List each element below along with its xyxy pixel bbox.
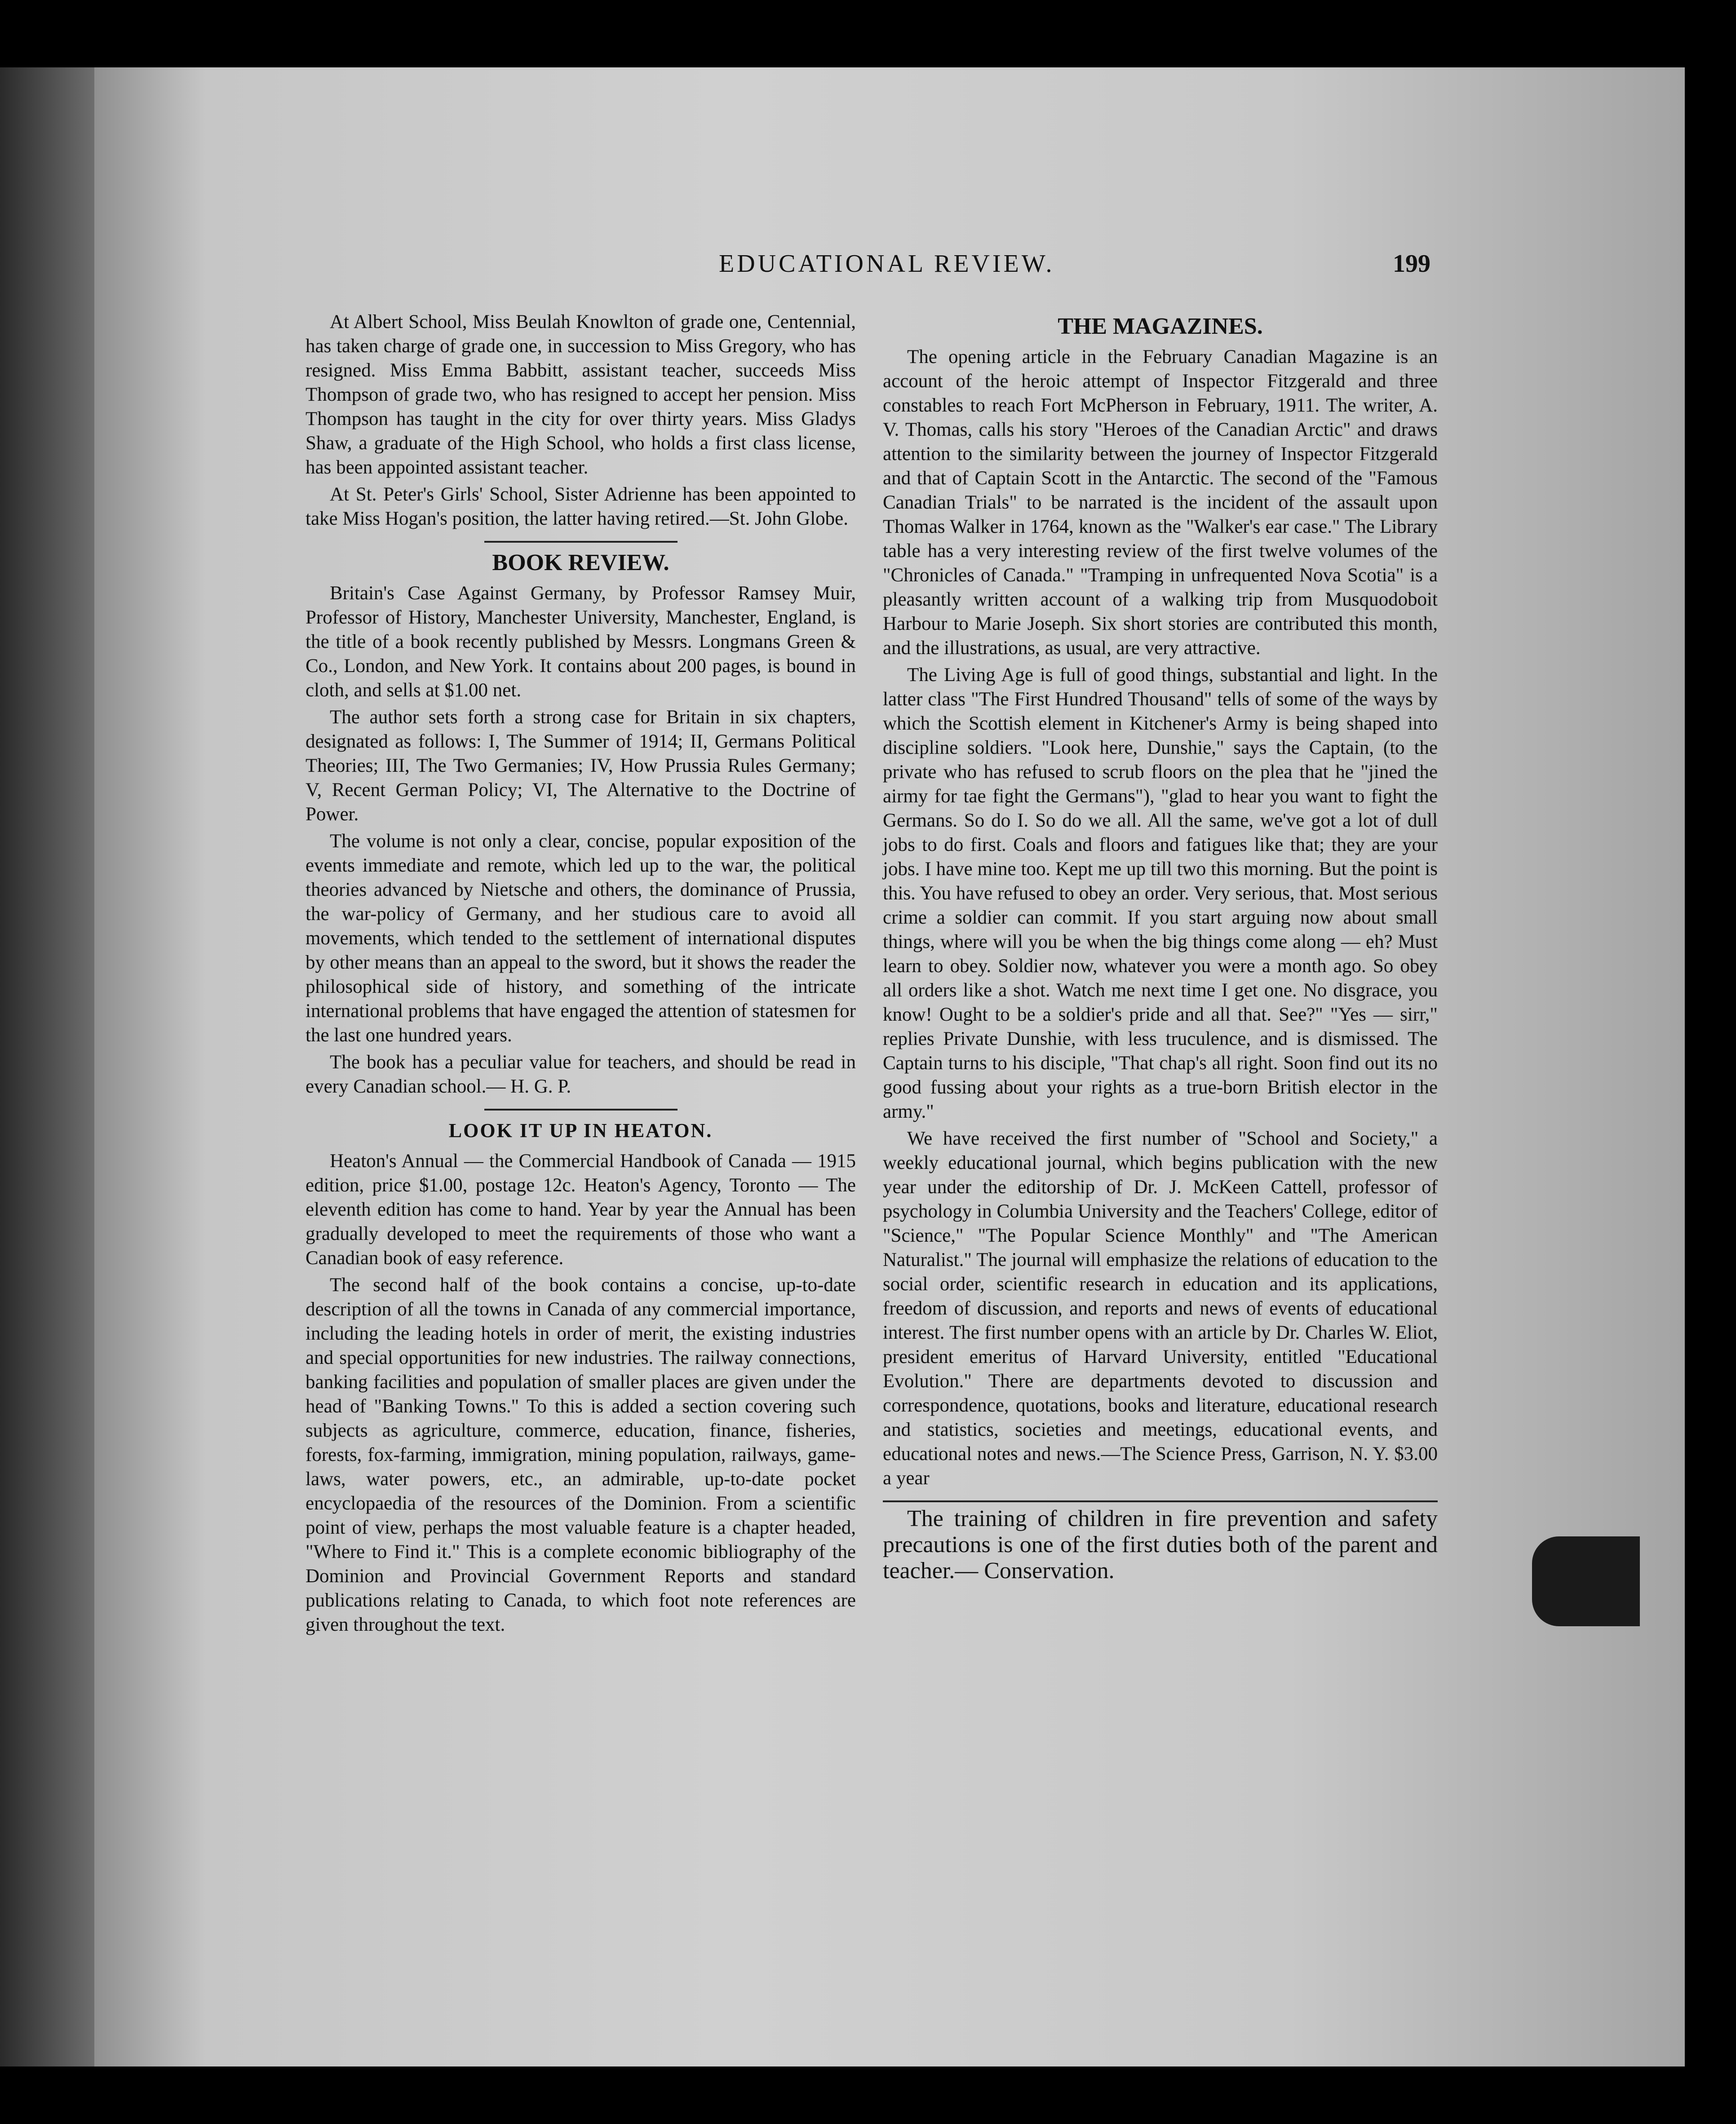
- paragraph: The book has a peculiar value for teachers, and should be read in every Canadian school.— H. G. P.: [306, 1052, 856, 1097]
- magazines-heading: THE MAGAZINES.: [1058, 314, 1263, 339]
- paragraph: At St. Peter's Girls' School, Sister Adrienne has been appointed to take Miss Hogan's position, the latter having retired.—St. John Globe.: [306, 484, 856, 529]
- heaton-heading: LOOK IT UP IN HEATON.: [448, 1120, 713, 1142]
- paragraph: Britain's Case Against Germany, by Professor Ramsey Muir, Professor of History, Manchester University, Manchester, England, is the title of a book recently published by Messrs. Longmans Green & Co., London, and New York. It contains about 200 pages, is bound in cloth, and sells at $1.00 net.: [306, 583, 856, 701]
- adjacent-page-edge: [0, 67, 94, 2066]
- paragraph: The Living Age is full of good things, substantial and light. In the latter class "The First Hundred Thousand" tells of some of the ways by which the Scottish element in Kitchener's Army is being shaped into discipline soldiers. "Look here, Dunshie," says the Captain, (to the private who has refused to scrub floors on the plea that he "jined the airmy for tae fight the Germans"), "glad to hear you want to fight the Germans. So do I. So do we all. All the same, we've got a lot of dull jobs to do first. Coals and floors and fatigues like that; they are your jobs. I have mine too. Kept me up till two this morning. But the point is this. You have refused to obey an order. Very serious, that. Most serious crime a soldier can commit. If you start arguing now about small things, where will you be when the big things come along — eh? Must learn to obey. Soldier now, whatever you were a month ago. So obey all orders like a shot. Watch me next time I get one. No disgrace, you know! Ought to be a soldier's pride and all that. See?" "Yes — sirr," replies Private Dunshie, with less truculence, and is dismissed. The Captain turns to his disciple, "That chap's all right. Soon find out its no good fussing about your rights as a true-born British elector in the army.": [883, 664, 1438, 1122]
- binding-clip-shadow: [1532, 1536, 1640, 1626]
- paragraph: The volume is not only a clear, concise, popular exposition of the events immediate and remote, which led up to the war, the political theories advanced by Nietsche and others, the dominance of Prussia, the war-policy of Germany, and her studious care to avoid all movements, which tended to the settlement of international disputes by other means than an appeal to the sword, but it shows the reader the philosophical side of history, and something of the intricate international problems that have engaged the attention of statesmen for the last one hundred years.: [306, 831, 856, 1046]
- paragraph: The opening article in the February Canadian Magazine is an account of the heroic attempt of Inspector Fitzgerald and three constables to reach Fort McPherson in February, 1911. The writer, A. V. Thomas, calls his story "Heroes of the Canadian Arctic" and draws attention to the similarity between the journey of Inspector Fitzgerald and that of Captain Scott in the Antarctic. The second of the "Famous Canadian Trials" to be narrated is the incident of the assault upon Thomas Walker in 1764, known as the "Walker's ear case." The Library table has a very interesting review of the first twelve volumes of the "Chronicles of Canada." "Tramping in unfrequented Nova Scotia" is a pleasantly written account of a walking trip from Musquodoboit Harbour to Marie Joseph. Six short stories are contributed this month, and the illustrations, as usual, are very attractive.: [883, 346, 1438, 659]
- running-header: EDUCATIONAL REVIEW.: [719, 250, 1055, 278]
- page-number: 199: [1393, 250, 1430, 278]
- closing-quote: The training of children in fire prevention and safety precautions is one of the first duties both of the parent and teacher.— Conservation.: [883, 1500, 1438, 1584]
- section-divider: [484, 541, 678, 543]
- paragraph: We have received the first number of "School and Society," a weekly educational journal, which begins publication with the new year under the editorship of Dr. J. McKeen Cattell, professor of psychology in Columbia University and the Teachers' College, editor of "Science," "The Popular Science Monthly" and "The American Naturalist." The journal will emphasize the relations of education to the social order, scientific research in education and its applications, freedom of discussion, and reports and news of events of educational interest. The first number opens with an article by Dr. Charles W. Eliot, president emeritus of Harvard University, entitled "Educational Evolution." There are departments devoted to discussion and correspondence, quotations, books and literature, educational research and statistics, societies and meetings, educational events, and educational notes and news.—The Science Press, Garrison, N. Y. $3.00 a year: [883, 1128, 1438, 1489]
- paragraph: At Albert School, Miss Beulah Knowlton of grade one, Centennial, has taken charge of grade one, in succession to Miss Gregory, who has resigned. Miss Emma Babbitt, assistant teacher, succeeds Miss Thompson of grade two, who has resigned to accept her pension. Miss Thompson has taught in the city for over thirty years. Miss Gladys Shaw, a graduate of the High School, who holds a first class license, has been appointed assistant teacher.: [306, 311, 856, 478]
- paragraph: Heaton's Annual — the Commercial Handbook of Canada — 1915 edition, price $1.00, postage 12c. Heaton's Agency, Toronto — The eleventh edition has come to hand. Year by year the Annual has been gradually developed to meet the requirements of those who want a Canadian book of easy reference.: [306, 1150, 856, 1269]
- left-column: [306, 310, 856, 1640]
- paragraph: The author sets forth a strong case for Britain in six chapters, designated as follows: I, The Summer of 1914; II, Germans Political Theories; III, The Two Germanies; IV, How Prussia Rules Germany; V, Recent German Policy; VI, The Alternative to the Doctrine of Power.: [306, 707, 856, 825]
- section-divider: [484, 1109, 678, 1111]
- right-column: [883, 310, 1438, 1584]
- paragraph: The second half of the book contains a concise, up-to-date description of all the towns in Canada of any commercial importance, including the leading hotels in order of merit, the existing industries and special opportunities for new industries. The railway connections, banking facilities and population of smaller places are given under the head of "Banking Towns." To this is added a section covering such subjects as agriculture, commerce, education, finance, fisheries, forests, fox-farming, immigration, mining population, railways, game-laws, water powers, etc., an admirable, up-to-date pocket encyclopaedia of the resources of the Dominion. From a scientific point of view, perhaps the most valuable feature is a chapter headed, "Where to Find it." This is a complete economic bibliography of the Dominion and Provincial Government Reports and standard publications relating to Canada, to which foot note references are given throughout the text.: [306, 1274, 856, 1635]
- book-review-heading: BOOK REVIEW.: [492, 550, 669, 575]
